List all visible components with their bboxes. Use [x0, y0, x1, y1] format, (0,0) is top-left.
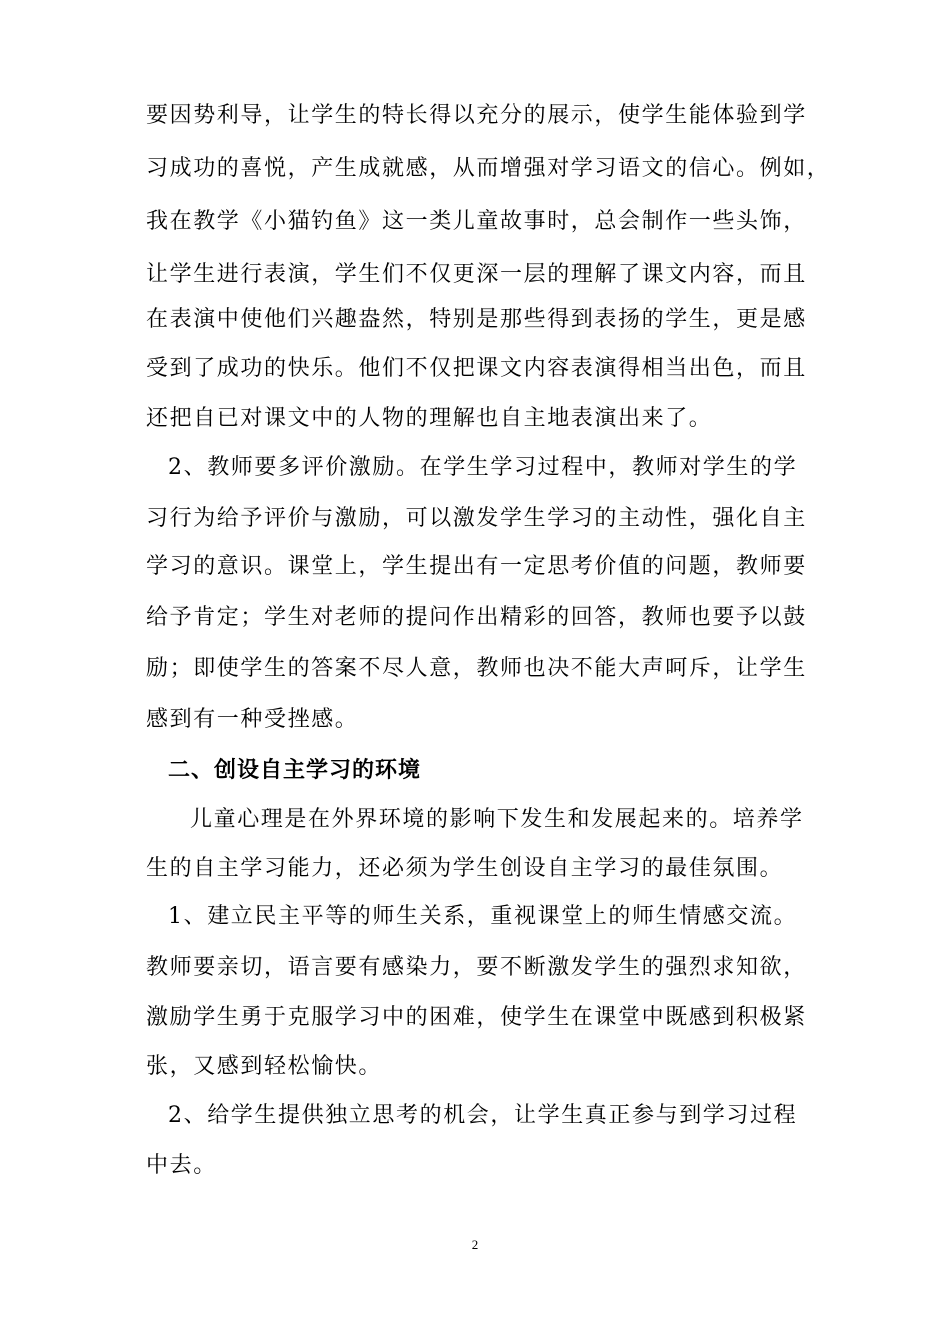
text-line: 让学生进行表演，学生们不仅更深一层的理解了课文内容，而且: [146, 262, 807, 287]
text-line: 励；即使学生的答案不尽人意，教师也决不能大声呵斥，让学生: [146, 656, 807, 681]
text-line: 生的自主学习能力，还必须为学生创设自主学习的最佳氛围。: [146, 856, 784, 881]
text-line: 学习的意识。课堂上，学生提出有一定思考价值的问题，教师要: [146, 554, 807, 579]
text-line: 我在教学《小猫钓鱼》这一类儿童故事时，总会制作一些头饰，: [146, 209, 807, 234]
text-line: 2、给学生提供独立思考的机会，让学生真正参与到学习过程: [168, 1103, 798, 1128]
text-line: 要因势利导，让学生的特长得以充分的展示，使学生能体验到学: [146, 103, 807, 128]
section-heading: 二、创设自主学习的环境: [168, 758, 422, 783]
text-line: 教师要亲切，语言要有感染力，要不断激发学生的强烈求知欲，: [146, 955, 807, 980]
page-number: 2: [471, 1237, 479, 1252]
text-line: 激励学生勇于克服学习中的困难，使学生在课堂中既感到积极紧: [146, 1005, 807, 1030]
text-line: 1、建立民主平等的师生关系，重视课堂上的师生情感交流。: [168, 904, 798, 929]
text-line: 还把自已对课文中的人物的理解也自主地表演出来了。: [146, 406, 713, 431]
text-line: 习行为给予评价与激励，可以激发学生学习的主动性，强化自主: [146, 506, 807, 531]
text-line: 在表演中使他们兴趣盎然，特别是那些得到表扬的学生，更是感: [146, 307, 807, 332]
text-line: 习成功的喜悦，产生成就感，从而增强对学习语文的信心。例如，: [146, 156, 831, 181]
text-line: 给予肯定；学生对老师的提问作出精彩的回答，教师也要予以鼓: [146, 605, 807, 630]
text-line: 儿童心理是在外界环境的影响下发生和发展起来的。培养学: [190, 807, 804, 832]
text-line: 中去。: [146, 1153, 217, 1178]
text-line: 受到了成功的快乐。他们不仅把课文内容表演得相当出色，而且: [146, 356, 807, 381]
text-line: 张，又感到轻松愉快。: [146, 1054, 383, 1079]
text-line: 2、教师要多评价激励。在学生学习过程中，教师对学生的学: [168, 455, 798, 480]
text-line: 感到有一种受挫感。: [146, 707, 359, 732]
